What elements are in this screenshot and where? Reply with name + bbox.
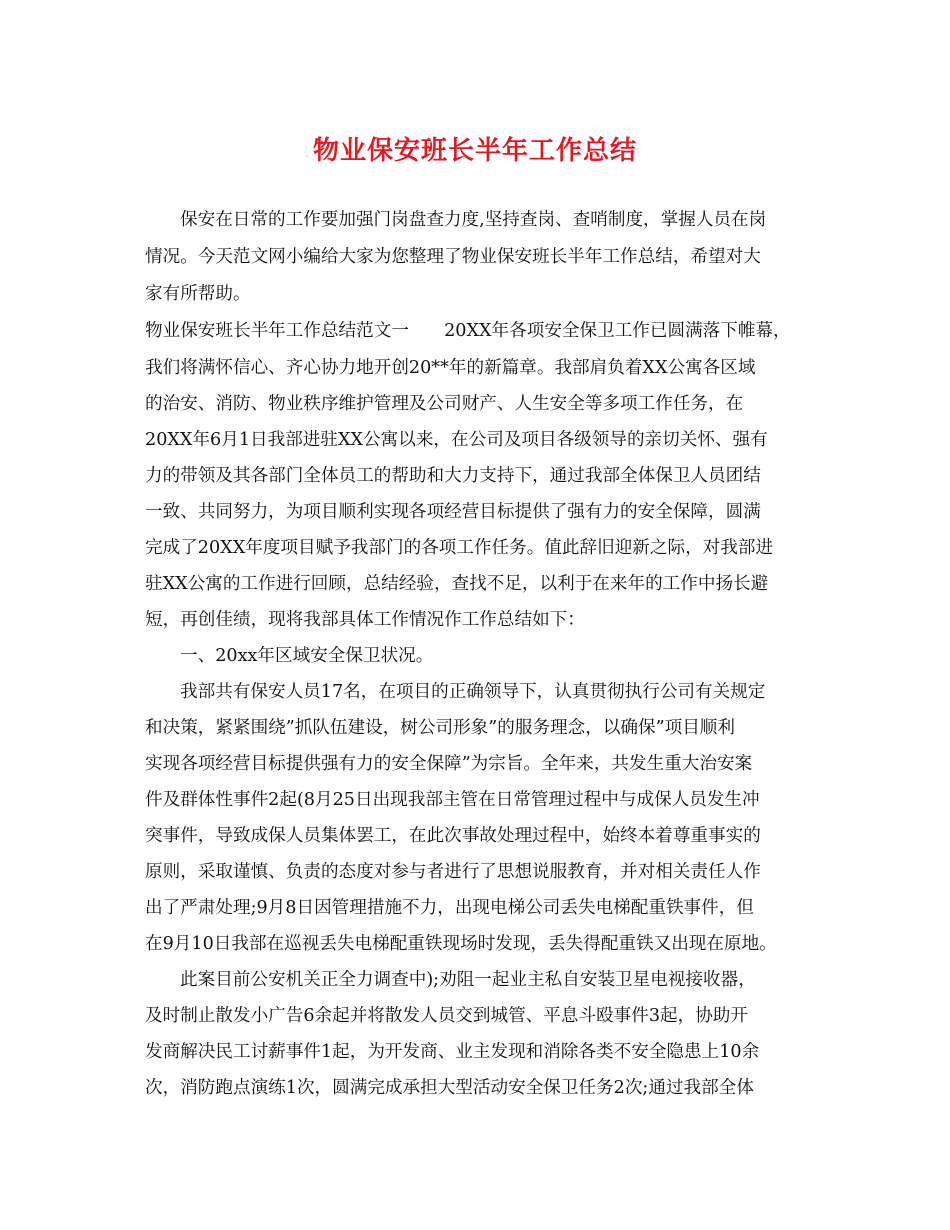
paragraph-line: 驻XX公寓的工作进行回顾，总结经验，查找不足，以利于在来年的工作中扬长避	[145, 574, 769, 594]
paragraph-line: 保安在日常的工作要加强门岗盘查力度,坚持查岗、查哨制度，掌握人员在岗	[180, 210, 767, 230]
paragraph-line: 力的带领及其各部门全体员工的帮助和大力支持下，通过我部全体保卫人员团结	[145, 466, 761, 486]
paragraph-line: 及时制止散发小广告6余起并将散发人员交到城管、平息斗殴事件3起，协助开	[145, 1006, 748, 1026]
paragraph-line: 出了严肃处理;9月8日因管理措施不力，出现电梯公司丢失电梯配重铁事件，但	[145, 898, 754, 918]
paragraph-line: 我部共有保安人员17名，在项目的正确领导下，认真贯彻执行公司有关规定	[180, 682, 766, 702]
paragraph-line: 20XX年6月1日我部进驻XX公寓以来，在公司及项目各级领导的亲切关怀、强有	[145, 430, 768, 450]
paragraph-line: 完成了20XX年度项目赋予我部门的各项工作任务。值此辞旧迎新之际，对我部进	[145, 538, 774, 558]
paragraph-line: 原则，采取谨慎、负责的态度对参与者进行了思想说服教育，并对相关责任人作	[145, 862, 761, 882]
paragraph-line: 在9月10日我部在巡视丢失电梯配重铁现场时发现，丢失得配重铁又出现在原地。	[145, 934, 777, 954]
paragraph-line: 我们将满怀信心、齐心协力地开创20**年的新篇章。我部肩负着XX公寓各区域	[145, 358, 756, 378]
paragraph-line: 一致、共同努力，为项目顺利实现各项经营目标提供了强有力的安全保障，圆满	[145, 502, 761, 522]
paragraph-line: 和决策，紧紧围绕”抓队伍建设，树公司形象”的服务理念，以确保”项目顺利	[145, 718, 735, 738]
paragraph-line: 实现各项经营目标提供强有力的安全保障”为宗旨。全年来，共发生重大治安案	[145, 754, 753, 774]
paragraph-line: 发商解决民工讨薪事件1起，为开发商、业主发现和消除各类不安全隐患上10余	[145, 1042, 760, 1062]
paragraph-line: 家有所帮助。	[145, 284, 251, 304]
paragraph-line: 件及群体性事件2起(8月25日出现我部主管在日常管理过程中与成保人员发生冲	[145, 790, 760, 810]
document-title: 物业保安班长半年工作总结	[312, 136, 637, 166]
paragraph-line: 物业保安班长半年工作总结范文一 20XX年各项安全保卫工作已圆满落下帷幕，	[145, 321, 791, 341]
paragraph-line: 情况。今天范文网小编给大家为您整理了物业保安班长半年工作总结，希望对大	[145, 247, 761, 267]
paragraph-line: 的治安、消防、物业秩序维护管理及公司财产、人生安全等多项工作任务，在	[145, 394, 744, 414]
paragraph-line: 短，再创佳绩，现将我部具体工作情况作工作总结如下：	[145, 610, 585, 630]
section-heading: 一、20xx年区域安全保卫状况。	[180, 646, 434, 666]
paragraph-line: 此案目前公安机关正全力调查中);劝阻一起业主私自安装卫星电视接收器，	[180, 970, 756, 990]
paragraph-line: 次，消防跑点演练1次，圆满完成承担大型活动安全保卫任务2次;通过我部全体	[145, 1078, 754, 1098]
paragraph-line: 突事件，导致成保人员集体罢工，在此次事故处理过程中，始终本着尊重事实的	[145, 826, 761, 846]
